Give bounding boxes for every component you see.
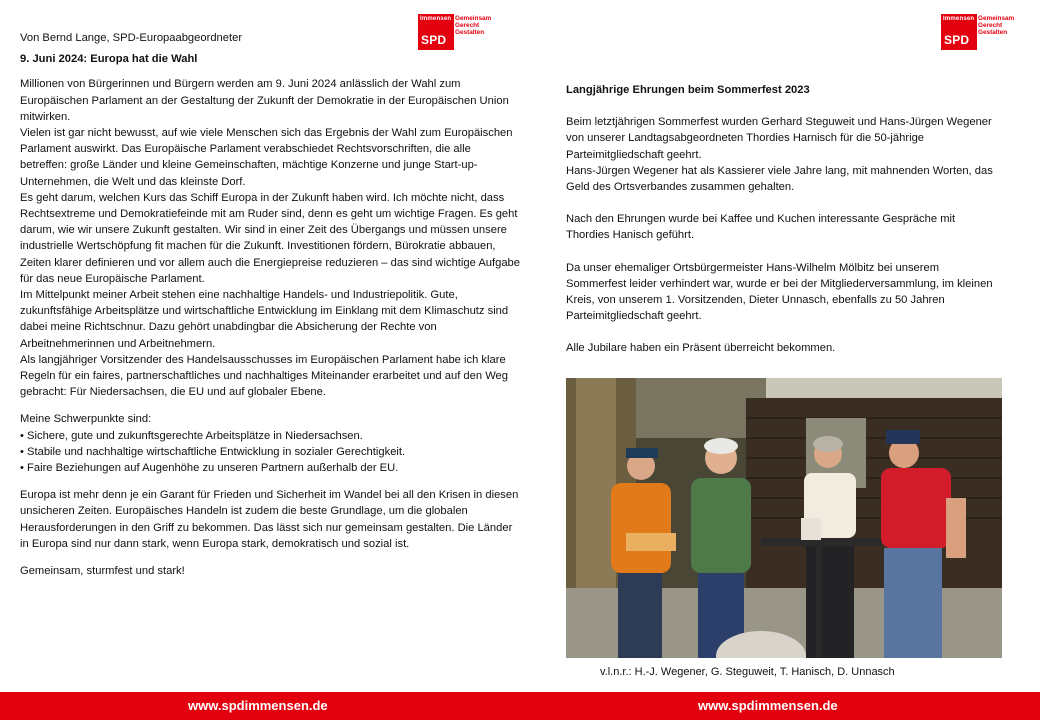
closing-line: Gemeinsam, sturmfest und stark! bbox=[20, 565, 185, 578]
list-item: • Sichere, gute und zukunftsgerechte Arbeitsplätze in Niedersachsen. bbox=[20, 428, 520, 444]
author-line: Von Bernd Lange, SPD-Europaabgeordneter bbox=[20, 32, 243, 44]
spd-logo-right bbox=[941, 14, 1021, 50]
paragraph: Nach den Ehrungen wurde bei Kaffee und Kuchen interessante Gespräche mit Thordies Hanisch geführt. bbox=[566, 213, 956, 242]
tagline-line: Gerecht bbox=[978, 22, 1003, 30]
paragraph: Alle Jubilare haben ein Präsent überreicht bekommen. bbox=[566, 342, 836, 355]
logo-brand: SPD bbox=[421, 33, 447, 47]
tagline-line: Gerecht bbox=[455, 22, 480, 30]
paragraph: Millionen von Bürgerinnen und Bürgern werden am 9. Juni 2024 anlässlich der Wahl zum Europäischen Parlament an der Gestaltung der Zukunft der Demokratie in der Europäischen Union mitwirken. bbox=[20, 78, 509, 123]
footer-url-link[interactable]: www.spdimmensen.de bbox=[188, 698, 328, 713]
list-item: • Stabile und nachhaltige wirtschaftliche Entwicklung in sozialer Gerechtigkeit. bbox=[20, 444, 520, 460]
paragraph: Da unser ehemaliger Ortsbürgermeister Hans-Wilhelm Mölbitz bei unserem Sommerfest leider verhindert war, wurde er bei der Mitgliederversammlung, im kleinen Kreis, von unserem 1. Vorsitzenden, Dieter Unnasch, ebenfalls zu 50 Jahren Parteimitgliedschaft geehrt. bbox=[566, 261, 993, 323]
paragraph: Europa ist mehr denn je ein Garant für Frieden und Sicherheit im Wandel bei all den Krisen in diesen unsicheren Zeiten. Europäisches Handeln ist zudem die beste Grundlage, um die globalen Herausforderungen in den Griff zu bekommen. Das lässt sich nur gemeinsam gestalten. Die Länder in Europa sind nur dann stark, wenn Europa stark, demokratisch und sozial ist. bbox=[20, 489, 519, 550]
tagline-line: Gemeinsam bbox=[978, 15, 1015, 22]
footer-bar bbox=[0, 692, 1040, 720]
paragraph: Es geht darum, welchen Kurs das Schiff Europa in der Zukunft haben wird. Ich möchte nicht, dass Rechtsextreme und Demokratiefeinde mit am Ruder sind, denn es geht um wichtige Fragen. Es geht darum, wie wir unsere Zukunft gestalten. Wir sind in einer Zeit des Übergangs und müssen unsere industrielle Wertschöpfung fit machen für die Zukunft. Investitionen fördern, Bürokratie abbauen, Zeiten klarer definieren und vor allem auch die Energiepreise reduzieren – das sind wichtige Aufgabe für das neue Europäische Parlament. bbox=[20, 191, 521, 285]
tagline-line: Gestalten bbox=[978, 29, 1008, 37]
logo-tagline bbox=[978, 15, 1014, 37]
paragraph: Beim letztjährigen Sommerfest wurden Gerhard Steguweit und Hans-Jürgen Wegener von unserer Landtagsabgeordneten Thordies Harnisch für die 50-jährige Parteimitgliedschaft geehrt. bbox=[566, 116, 992, 161]
tagline-line: Gemeinsam bbox=[455, 15, 492, 22]
photo-illustration bbox=[566, 378, 1002, 658]
paragraph: Im Mittelpunkt meiner Arbeit stehen eine nachhaltige Handels- und Industriepolitik. Gute, zukunftsfähige Arbeitsplätze und wirtschaftliche Entwicklung im Einklang mit dem Klimaschutz sind dabei meine Richtschnur. Dazu gehört unabdingbar die Absicherung der Rechte von Arbeitnehmerinnen und Arbeitnehmern. bbox=[20, 289, 509, 350]
paragraph: Vielen ist gar nicht bewusst, auf wie viele Menschen sich das Ergebnis der Wahl zum Europäischen Parlament auswirkt. Das Europäische Parlament verabschiedet Rechtsvorschriften, die alle betreffen: große Länder und kleine Gemeinschaften, mächtige Konzerne und junge Start-up-Unternehmen, die Welt und das kleinste Dorf. bbox=[20, 127, 513, 188]
article-heading: Langjährige Ehrungen beim Sommerfest 2023 bbox=[566, 84, 810, 96]
tagline-line: Gestalten bbox=[455, 29, 485, 37]
logo-town: Immensen bbox=[943, 16, 975, 22]
paragraph: Hans-Jürgen Wegener hat als Kassierer viele Jahre lang, mit mahnenden Worten, das Geld des Ortsverbandes zusammen gehalten. bbox=[566, 164, 993, 194]
focus-list bbox=[20, 428, 520, 477]
logo-brand: SPD bbox=[944, 33, 970, 47]
article-heading: 9. Juni 2024: Europa hat die Wahl bbox=[20, 53, 198, 66]
logo-town: Immensen bbox=[420, 16, 452, 22]
paragraph: Als langjähriger Vorsitzender des Handelsausschusses im Europäischen Parlament habe ich klare Regeln für ein faires, partnerschaftliches und nachhaltiges Miteinander erarbeitet und auf den Weg gebracht: Für Niedersachsen, die EU und auf globaler Ebene. bbox=[20, 353, 508, 399]
article-sommerfest bbox=[566, 82, 996, 357]
spd-logo-box bbox=[941, 14, 977, 50]
event-photo bbox=[566, 378, 1002, 658]
footer-url-link[interactable]: www.spdimmensen.de bbox=[698, 698, 838, 713]
list-item: • Faire Beziehungen auf Augenhöhe zu unseren Partnern außerhalb der EU. bbox=[20, 460, 520, 476]
photo-caption: v.l.n.r.: H.-J. Wegener, G. Steguweit, T. Hanisch, D. Unnasch bbox=[600, 666, 895, 678]
focus-title: Meine Schwerpunkte sind: bbox=[20, 413, 152, 426]
article-europe bbox=[20, 30, 520, 579]
